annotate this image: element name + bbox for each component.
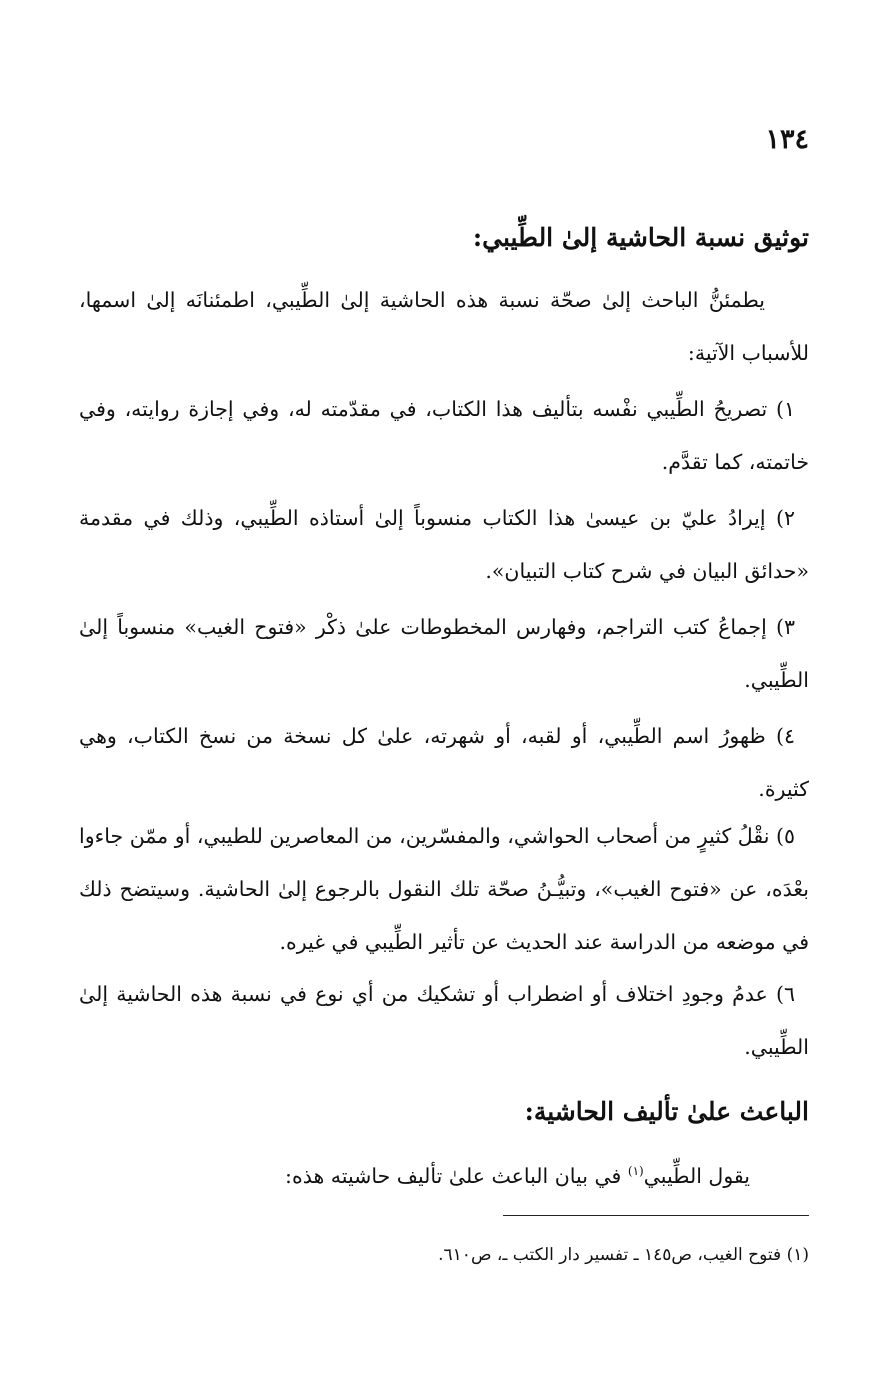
section-heading-motive: الباعث علىٰ تأليف الحاشية:: [524, 1097, 809, 1126]
footnote-marker: (١): [627, 1164, 644, 1179]
quote-intro-end: في بيان الباعث علىٰ تأليف حاشيته هذه:: [285, 1164, 628, 1188]
section-heading-attribution: توثيق نسبة الحاشية إلىٰ الطِّيبي:: [472, 223, 809, 252]
reason-item-5: ٥) نقْلُ كثيرٍ من أصحاب الحواشي، والمفسّرين، من المعاصرين للطيبي، أو ممّن جاءوا بعْدَه، عن «فتوح الغيب»، وتبيُّـنُ صحّة تلك النقول بالرجوع إلىٰ الحاشية. وسيتضح ذلك في موضعه من الدراسة عند الحديث عن تأثير الطِّيبي في غيره.: [79, 824, 809, 954]
reason-item-4: ٤) ظهورُ اسم الطِّيبي، أو لقبه، أو شهرته، علىٰ كل نسخة من نسخ الكتاب، وهي كثيرة.: [79, 724, 809, 801]
reason-item-6: ٦) عدمُ وجودِ اختلاف أو اضطراب أو تشكيك من أي نوع في نسبة هذه الحاشية إلىٰ الطِّيبي.: [79, 982, 809, 1059]
footnote-divider: [503, 1215, 809, 1216]
page-number: ١٣٤: [765, 124, 809, 155]
reason-item-2: ٢) إيرادُ عليّ بن عيسىٰ هذا الكتاب منسوباً إلىٰ أستاذه الطِّيبي، وذلك في مقدمة «حدائق البيان في شرح كتاب التبيان».: [79, 506, 809, 583]
footnote: (١) فتوح الغيب، ص١٤٥ ـ تفسير دار الكتب ـ، ص٦١٠.: [438, 1245, 809, 1265]
quote-intro-start: يقول الطِّيبي: [643, 1164, 750, 1188]
reason-item-3: ٣) إجماعُ كتب التراجم، وفهارس المخطوطات علىٰ ذكْر «فتوح الغيب» منسوباً إلىٰ الطِّيبي.: [79, 615, 809, 692]
reason-item-1: ١) تصريحُ الطِّيبي نفْسه بتأليف هذا الكتاب، في مقدّمته له، وفي إجازة روايته، وفي خاتمته، كما تقدَّم.: [79, 397, 809, 474]
quote-intro-line: [285, 1152, 750, 1200]
intro-paragraph: يطمئنُّ الباحث إلىٰ صحّة نسبة هذه الحاشية إلىٰ الطِّيبي، اطمئنانَه إلىٰ اسمها، للأسباب الآتية:: [79, 288, 809, 365]
